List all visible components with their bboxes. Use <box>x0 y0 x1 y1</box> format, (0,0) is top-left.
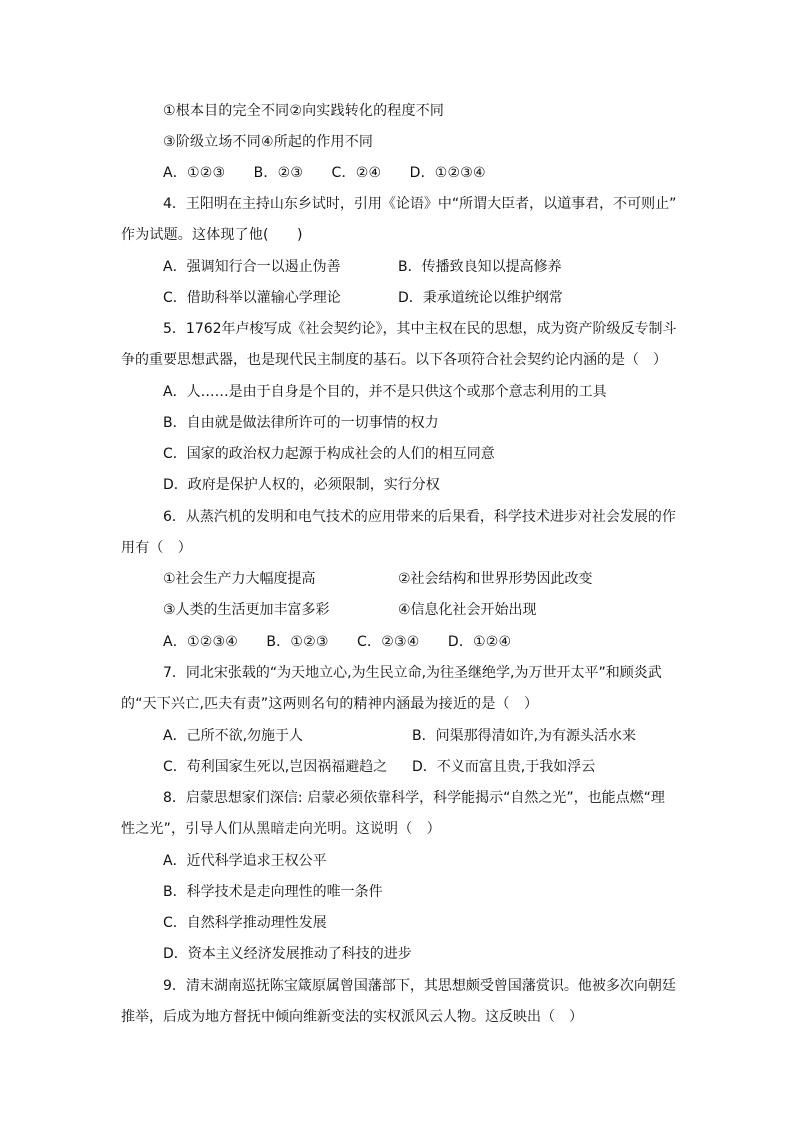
q5-option-d: D．政府是保护人权的，必须限制，实行分权 <box>163 477 440 493</box>
q6-item-2: ②社会结构和世界形势因此改变 <box>398 571 593 587</box>
q9-stem-line-1: 9．清末湖南巡抚陈宝箴原属曾国藩部下，其思想颇受曾国藩赏识。他被多次向朝廷 <box>163 978 676 994</box>
q5-option-c: C．国家的政治权力起源于构成社会的人们的相互同意 <box>163 446 495 462</box>
q7-option-d: D．不义而富且贵,于我如浮云 <box>412 759 596 775</box>
q7-option-b: B．问渠那得清如许,为有源头活水来 <box>412 728 637 744</box>
q6-stem-line-1: 6．从蒸汽机的发明和电气技术的应用带来的后果看，科学技术进步对社会发展的作 <box>163 509 676 525</box>
q7-stem-line-2: 的“天下兴亡,匹夫有责”这两则名句的精神内涵最为接近的是（ ） <box>121 696 539 712</box>
q8-option-d: D．资本主义经济发展推动了科技的进步 <box>163 946 412 962</box>
q8-stem-line-2: 性之光”，引导人们从黑暗走向光明。这说明（ ） <box>121 821 441 837</box>
q5-option-b: B．自由就是做法律所许可的一切事情的权力 <box>163 415 439 431</box>
q9-stem-line-2: 推举，后成为地方督抚中倾向维新变法的实权派风云人物。这反映出（ ） <box>121 1009 583 1025</box>
q7-option-a: A．己所不欲,勿施于人 <box>163 728 304 744</box>
q4-stem-line-1: 4．王阳明在主持山东乡试时，引用《论语》中“所谓大臣者，以道事君，不可则止” <box>163 196 677 212</box>
q8-option-a: A．近代科学追求王权公平 <box>163 853 327 869</box>
q8-stem-line-1: 8．启蒙思想家们深信: 启蒙必须依靠科学，科学能揭示“自然之光”，也能点燃“理 <box>163 790 665 806</box>
q4-option-c: C．借助科举以灌输心学理论 <box>163 290 341 306</box>
q4-option-b: B．传播致良知以提高修养 <box>398 259 562 275</box>
q7-stem-line-1: 7．同北宋张载的“为天地立心,为生民立命,为往圣继绝学,为万世开太平”和顾炎武 <box>163 665 662 681</box>
q4-option-d: D．秉承道统论以维护纲常 <box>398 290 563 306</box>
q3-options: A．①②③ B．②③ C．②④ D．①②③④ <box>163 165 486 181</box>
q5-stem-line-2: 争的重要思想武器，也是现代民主制度的基石。以下各项符合社会契约论内涵的是（ ） <box>121 352 667 368</box>
q7-option-c: C．苟利国家生死以,岂因祸福避趋之 <box>163 759 388 775</box>
q5-stem-line-1: 5．1762年卢梭写成《社会契约论》，其中主权在民的思想，成为资产阶级反专制斗 <box>163 321 677 337</box>
q4-stem-line-2: 作为试题。这体现了他( ) <box>121 227 303 243</box>
q6-item-1: ①社会生产力大幅度提高 <box>163 571 316 587</box>
q8-option-b: B．科学技术是走向理性的唯一条件 <box>163 884 383 900</box>
q6-item-3: ③人类的生活更加丰富多彩 <box>163 602 330 618</box>
q3-item-line-1: ①根本目的完全不同②向实践转化的程度不同 <box>163 103 445 119</box>
q5-option-a: A．人……是由于自身是个目的，并不是只供这个或那个意志利用的工具 <box>163 384 607 400</box>
q4-option-a: A．强调知行合一以遏止伪善 <box>163 259 341 275</box>
q3-item-line-2: ③阶级立场不同④所起的作用不同 <box>163 134 374 150</box>
q8-option-c: C．自然科学推动理性发展 <box>163 915 327 931</box>
q6-item-4: ④信息化社会开始出现 <box>398 602 537 618</box>
q6-options: A．①②③④ B．①②③ C．②③④ D．①②④ <box>163 634 512 650</box>
q6-stem-line-2: 用有（ ） <box>121 540 192 556</box>
